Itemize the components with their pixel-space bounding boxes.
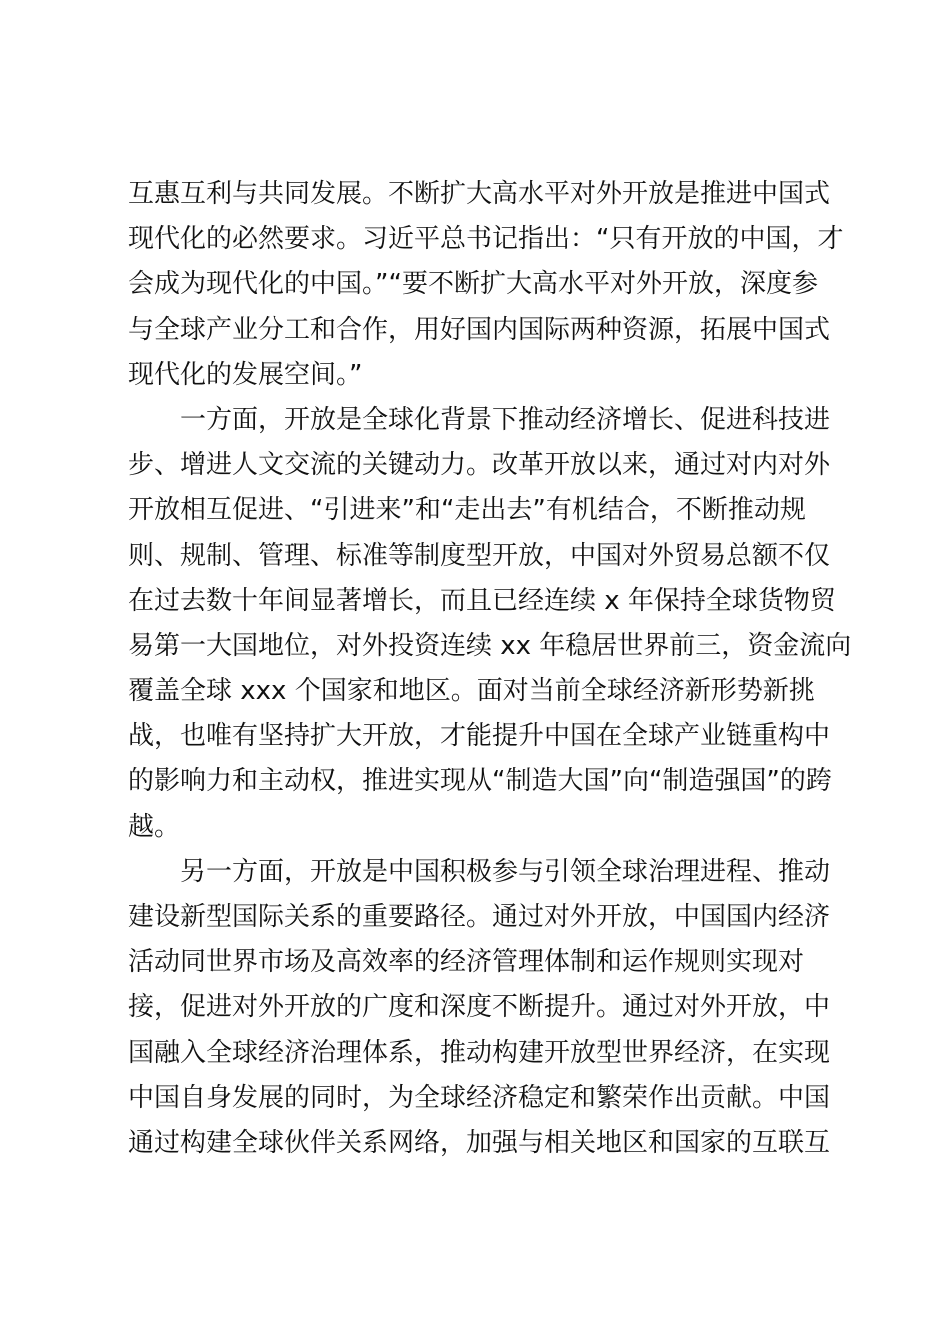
text-line: 的影响力和主动权，推进实现从“制造大国”向“制造强国”的跨 <box>128 766 832 797</box>
paragraph-1 <box>128 172 844 398</box>
text-line: 现代化的必然要求。习近平总书记指出：“只有开放的中国，才 <box>128 224 844 255</box>
paragraph-2 <box>128 398 852 850</box>
text-line: 现代化的发展空间。” <box>128 359 363 390</box>
text-line: 活动同世界市场及高效率的经济管理体制和运作规则实现对 <box>128 947 805 978</box>
text-line: 通过构建全球伙伴关系网络，加强与相关地区和国家的互联互 <box>128 1127 831 1158</box>
text-line: 一方面，开放是全球化背景下推动经济增长、促进科技进 <box>128 404 831 435</box>
text-line: 在过去数十年间显著增长，而且已经连续 x 年保持全球货物贸 <box>128 585 836 616</box>
text-line: 则、规制、管理、标准等制度型开放，中国对外贸易总额不仅 <box>128 540 831 571</box>
text-line: 战，也唯有坚持扩大开放，才能提升中国在全球产业链重构中 <box>128 721 831 752</box>
text-line: 另一方面，开放是中国积极参与引领全球治理进程、推动 <box>128 856 831 887</box>
text-line: 步、增进人文交流的关键动力。改革开放以来，通过对内对外 <box>128 450 831 481</box>
paragraph-3 <box>128 850 831 1166</box>
text-line: 易第一大国地位，对外投资连续 xx 年稳居世界前三，资金流向 <box>128 630 852 661</box>
text-line: 互惠互利与共同发展。不断扩大高水平对外开放是推进中国式 <box>128 179 831 209</box>
text-line: 与全球产业分工和合作，用好国内国际两种资源，拓展中国式 <box>128 314 831 345</box>
text-line: 开放相互促进、“引进来”和“走出去”有机结合，不断推动规 <box>128 495 806 526</box>
text-line: 覆盖全球 xxx 个国家和地区。面对当前全球经济新形势新挑 <box>128 676 815 707</box>
text-line: 越。 <box>128 811 181 842</box>
text-line: 中国自身发展的同时，为全球经济稳定和繁荣作出贡献。中国 <box>128 1082 831 1113</box>
text-line: 接，促进对外开放的广度和深度不断提升。通过对外开放，中 <box>128 992 831 1023</box>
text-line: 国融入全球经济治理体系，推动构建开放型世界经济，在实现 <box>128 1037 831 1068</box>
text-line: 建设新型国际关系的重要路径。通过对外开放，中国国内经济 <box>128 902 831 932</box>
text-line: 会成为现代化的中国。”“要不断扩大高水平对外开放，深度参 <box>128 269 818 300</box>
document-body <box>128 172 852 1166</box>
